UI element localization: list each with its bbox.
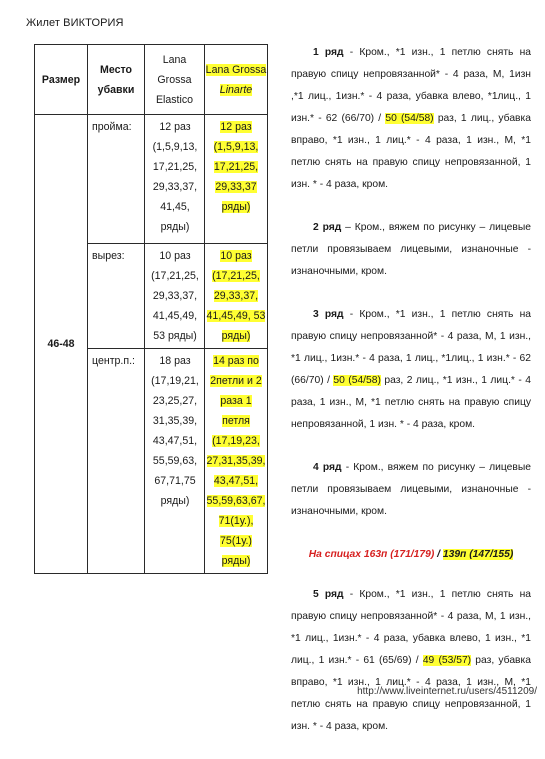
row-5-instruction: 5 ряд - Кром., *1 изн., 1 петлю снять на правую спицу непровязанной* - 4 раза, М, 1 изн., *1 лиц., 1изн.* - 4 раза, убавка влево, 1 изн., *1 лиц., 1 изн.* - 61 (65/69) / 49 (53/57) раз, убавка вправо, *1 изн., 1 лиц.* - 4 раза, 1 изн., М, *1 петлю снять на правую спицу непровязанной, 1 изн. * - 4 раза, кром. — [291, 589, 531, 732]
row-label: 5 ряд — [313, 589, 344, 600]
linarte-cell — [205, 349, 268, 574]
elastic-cell: 10 раз (17,21,25, 29,33,37, 41,45,49, 53 ряды) — [145, 244, 205, 349]
linarte-cell — [205, 115, 268, 244]
highlight-count: 50 (54/58) — [385, 113, 434, 124]
stitch-count-highlight: 139п (147/155) — [442, 549, 514, 560]
size-value: 46-48 — [35, 115, 88, 574]
linarte-text: 14 раз по 2петли и 2 раза 1 петля (17,19,23, 27,31,35,39, 43,47,51, 55,59,63,67, 71(1у.), 75(1у.) ряды) — [206, 355, 266, 567]
stitch-count-red: На спицах 163п (171/179) — [308, 549, 435, 560]
place-cell: центр.п.: — [88, 349, 145, 574]
linarte-text: 10 раз (17,21,25, 29,33,37, 41,45,49, 53 ряды) — [206, 250, 266, 342]
header-size: Размер — [35, 45, 88, 115]
linarte-cell — [205, 244, 268, 349]
header-elastic: Lana Grossa Elastico — [145, 45, 205, 115]
row-3-instruction: 3 ряд - Кром., *1 изн., 1 петлю снять на правую спицу непровязанной* - 4 раза, М, 1 изн., *1 лиц., 1изн.* - 4 раза, 1 лиц., *1лиц., 1 изн.* - 62 (66/70) / 50 (54/58) раз, 2 лиц., *1 изн., 1 лиц.* - 4 раза, 1 изн., М, *1 петлю снять на правую спицу непровязанной, 1 изн. * - 4 раза, кром. — [291, 309, 531, 430]
table-row — [35, 115, 268, 244]
row-4-instruction: 4 ряд - Кром., вяжем по рисунку – лицевые петли провязываем лицевыми, изнаночные - изнаночными, кром. — [291, 462, 531, 517]
row-1-instruction: 1 ряд - Кром., *1 изн., 1 петлю снять на правую спицу непровязанной* - 4 раза, М, 1изн ,*1 лиц., 1изн.* - 4 раза, убавка влево, *1лиц., 1 изн.* - 62 (66/70) / 50 (54/58) раз, 1 лиц., убавка вправо, *1 изн., 1 лиц.* - 4 раза, 1 изн., М, *1 петлю снять на правую спицу непровязанной, 1 изн. * - 4 раза, кром. — [291, 47, 531, 190]
highlight-count: 49 (53/57) — [422, 655, 472, 666]
linarte-name: Linarte — [219, 83, 253, 96]
linarte-text: 12 раз (1,5,9,13, 17,21,25, 29,33,37 ряды) — [213, 121, 259, 213]
elastic-cell: 12 раз (1,5,9,13, 17,21,25, 29,33,37, 41,45, ряды) — [145, 115, 205, 244]
document-title: Жилет ВИКТОРИЯ — [26, 17, 124, 29]
row-label: 4 ряд — [313, 462, 342, 473]
elastic-cell: 18 раз (17,19,21, 23,25,27, 31,35,39, 43,47,51, 55,59,63, 67,71,75 ряды) — [145, 349, 205, 574]
stitch-count-line: На спицах 163п (171/179) / 139п (147/155) — [308, 549, 514, 560]
instructions-text — [291, 42, 531, 759]
highlight-count: 50 (54/58) — [333, 375, 381, 386]
table-header-row — [35, 45, 268, 115]
linarte-brand: Lana Grossa — [205, 63, 267, 76]
row-label: 2 ряд — [313, 222, 342, 233]
row-label: 1 ряд — [313, 47, 344, 58]
row-label: 3 ряд — [313, 309, 344, 320]
place-cell: вырез: — [88, 244, 145, 349]
place-cell: пройма: — [88, 115, 145, 244]
row-2-instruction: 2 ряд – Кром., вяжем по рисунку – лицевые петли провязываем лицевыми, изнаночные - изнаночными, кром. — [291, 222, 531, 277]
header-place: Место убавки — [88, 45, 145, 115]
watermark-url: http://www.liveinternet.ru/users/4511209/ — [357, 686, 537, 697]
header-linarte — [205, 45, 268, 115]
decrease-table — [34, 44, 268, 574]
